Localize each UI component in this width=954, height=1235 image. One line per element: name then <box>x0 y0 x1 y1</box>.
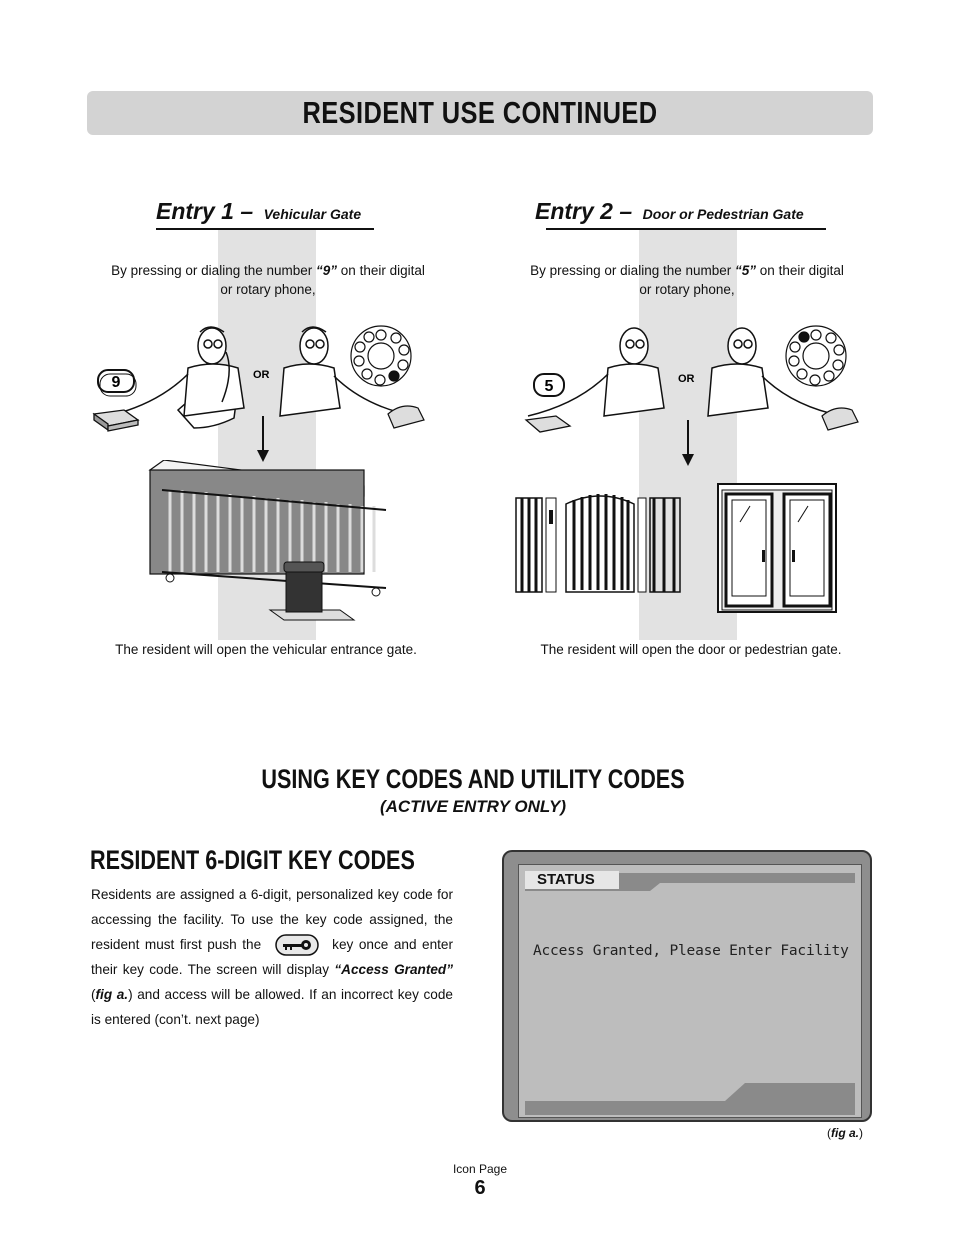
entry2-key-number: 5 <box>544 378 554 395</box>
down-arrow-icon <box>256 416 270 462</box>
entry2-title: Entry 2 – <box>535 198 633 224</box>
entry1-subtitle: Vehicular Gate <box>263 206 362 222</box>
status-screen <box>502 850 872 1122</box>
status-bar-bottom <box>525 1083 855 1115</box>
entry2-subtitle: Door or Pedestrian Gate <box>642 206 804 222</box>
entry1-instruction-post: on their digital <box>340 263 425 278</box>
figure-caption <box>827 1126 863 1140</box>
entry2-caption: The resident will open the door or pedestrian gate. <box>540 642 842 657</box>
resident-codes-title: RESIDENT 6-DIGIT KEY CODES <box>90 845 415 875</box>
keypad-phone-icon <box>526 416 570 432</box>
keypad-phone-icon <box>94 410 138 431</box>
entry1-rule <box>156 228 374 230</box>
footer <box>420 1162 540 1198</box>
key-icon <box>275 934 319 956</box>
entry1-key-badge <box>98 370 136 396</box>
key-codes-subtitle: (ACTIVE ENTRY ONLY) <box>379 797 567 816</box>
entry1-key-number: 9 <box>111 374 121 391</box>
figure-caption-open: ( <box>827 1126 831 1140</box>
figure-caption-close: ) <box>859 1126 864 1140</box>
entry2-instruction-number: “5” <box>735 263 757 278</box>
status-label: STATUS <box>525 871 619 889</box>
entry1-instruction-line2: or rotary phone, <box>220 282 316 297</box>
entry2-phone-illustration <box>520 322 870 442</box>
fig-a-ref: fig a. <box>95 987 129 1002</box>
entry1-instruction-number: “9” <box>316 263 338 278</box>
page-number: 6 <box>474 1177 486 1199</box>
resident-codes-p3: ) and access will be allowed. If an incorrect key code is entered (con’t. next page) <box>91 987 453 1027</box>
resident-on-phone-icon <box>528 328 664 416</box>
down-arrow-icon <box>681 420 695 466</box>
status-screen-display <box>518 864 862 1118</box>
entry2-key-badge <box>534 374 564 396</box>
title-banner <box>87 91 873 135</box>
page-title: RESIDENT USE CONTINUED <box>302 95 658 130</box>
rotary-phone-icon <box>351 326 424 428</box>
pedestrian-gate-icon <box>514 490 684 596</box>
entry2-instruction-line2: or rotary phone, <box>639 282 735 297</box>
resident-codes-p1: Residents are assigned a 6-digit, personalized key code for accessing the facility. To use the key code assigned, the resident must first push the <box>91 887 453 952</box>
footer-section: Icon Page <box>452 1162 508 1176</box>
resident-codes-p2: key once and enter their key code. The screen will display <box>91 937 453 977</box>
status-message: Access Granted, Please Enter Facility <box>533 943 849 959</box>
entry2-instruction <box>509 261 865 299</box>
resident-codes-p3-open: ( <box>91 987 96 1002</box>
key-codes-title-block <box>0 764 946 817</box>
entry2-instruction-pre: By pressing or dialing the number <box>530 263 732 278</box>
rotary-phone-icon <box>786 326 858 430</box>
resident-codes-body <box>91 882 453 1032</box>
access-granted-quote: “Access Granted” <box>334 962 454 977</box>
entry1-instruction <box>90 261 446 299</box>
double-door-icon <box>716 482 840 614</box>
key-codes-title: USING KEY CODES AND UTILITY CODES <box>261 764 685 794</box>
entry2-heading <box>535 198 804 225</box>
entry1-or-label: OR <box>253 369 270 381</box>
figure-caption-label: fig a. <box>831 1126 860 1140</box>
entry1-instruction-pre: By pressing or dialing the number <box>111 263 313 278</box>
entry1-title: Entry 1 – <box>156 198 254 224</box>
entry2-or-label: OR <box>678 373 695 385</box>
entry1-caption: The resident will open the vehicular entrance gate. <box>115 642 417 657</box>
entry2-rule <box>546 228 826 230</box>
entry1-heading <box>156 198 361 225</box>
vehicular-gate-icon <box>146 460 396 630</box>
entry2-instruction-post: on their digital <box>759 263 844 278</box>
